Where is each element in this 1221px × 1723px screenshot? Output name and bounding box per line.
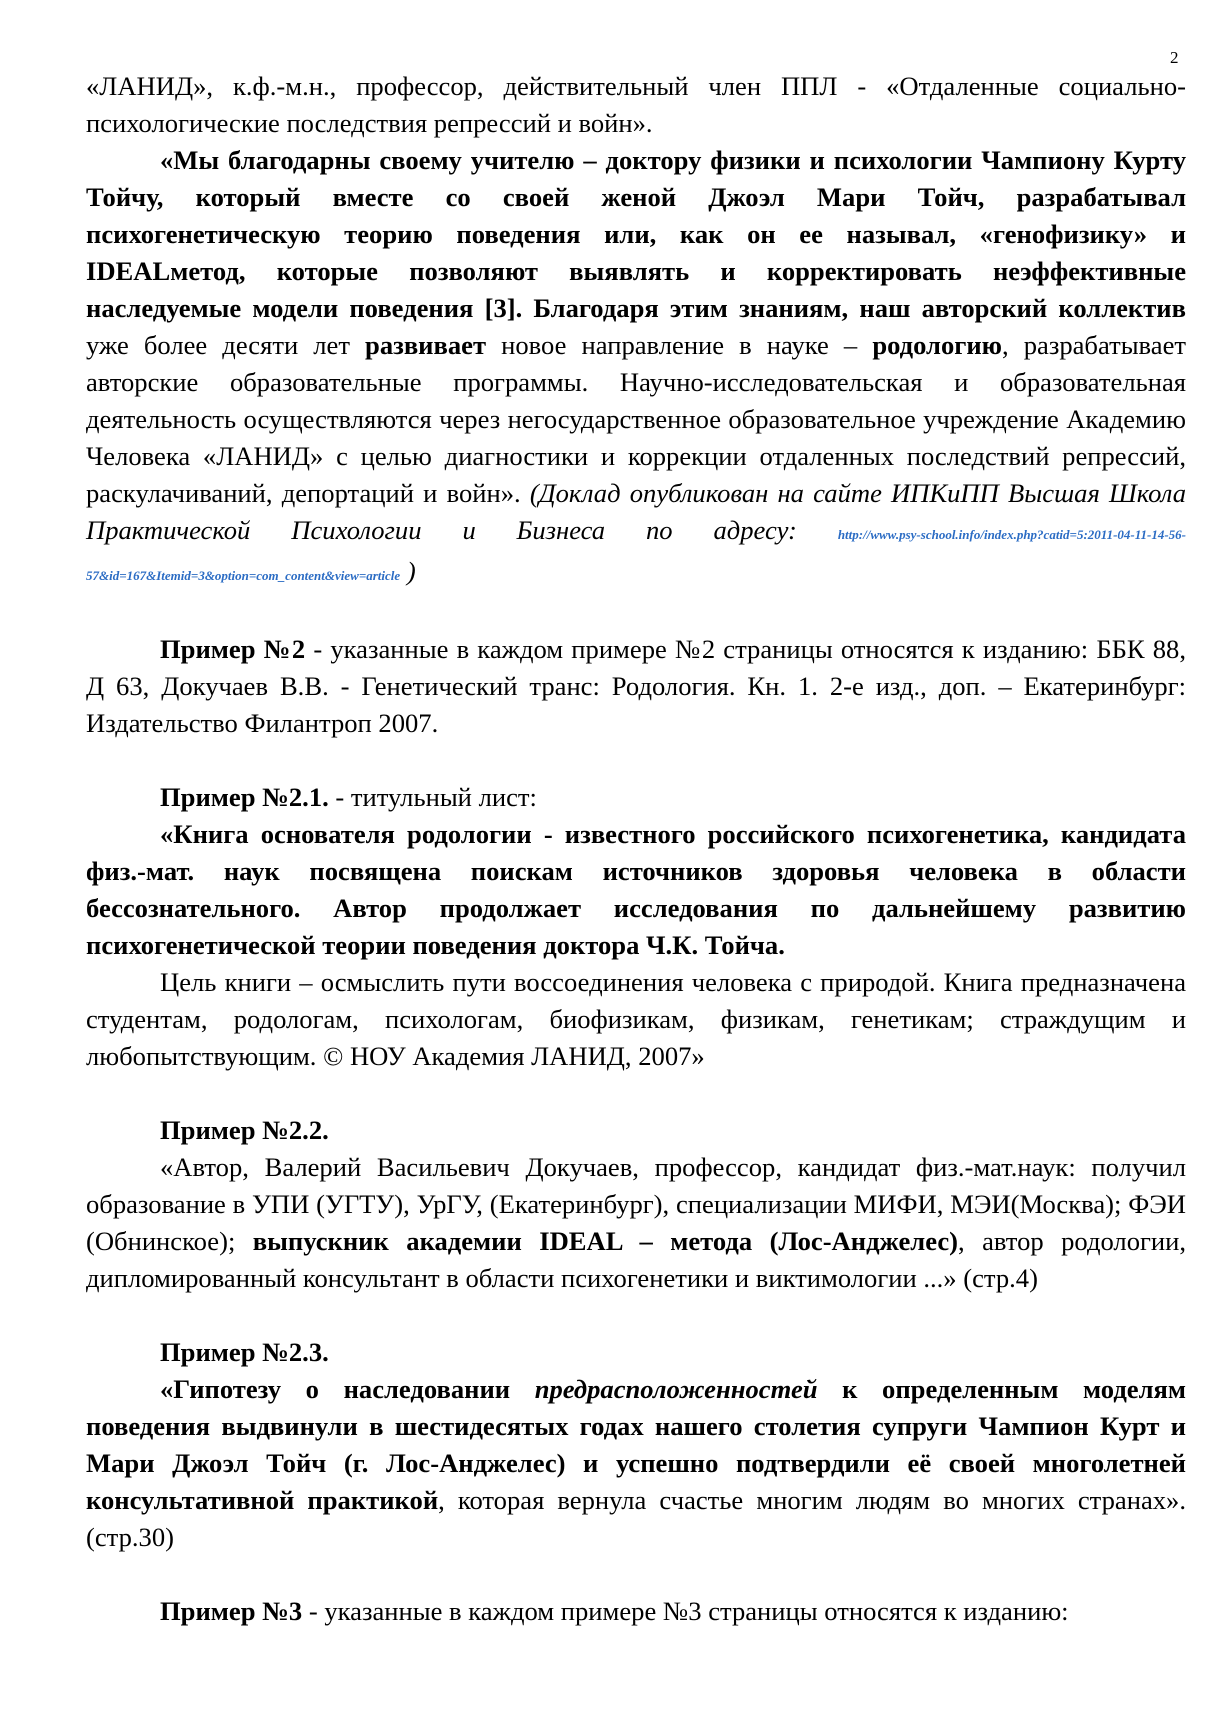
page-number: 2	[1170, 48, 1179, 67]
paragraph-example-3: Пример №3 - указанные в каждом примере №3 страницы относятся к изданию:	[160, 1596, 1069, 1626]
example-2-2-text: «Автор, Валерий Васильевич Докучаев, профессор, кандидат физ.-мат.наук: получил образование в УПИ (УГТУ), УрГУ, (Екатеринбург), специализации МИФИ, МЭИ(Москва); ФЭИ (Обнинское); выпускник академии IDEAL – метода (Лос-Анджелес), автор родологии, дипломированный консультант в области психогенетики и виктимологии ...» (стр.4)	[86, 1152, 1187, 1293]
example-label: Пример №3	[160, 1596, 303, 1626]
paragraph-quote-authors: «Мы благодарны своему учителю – доктору физики и психологии Чампиону Курту Тойчу, который вместе со своей женой Джоэл Мари Тойч, разрабатывал психогенетическую теорию поведения или, как он ее называл, «генофизику» и IDEALметод, которые позволяют выявлять и корректировать неэффективные наследуемые модели поведения [3]. Благодаря этим знаниям, наш авторский коллектив уже более десяти лет развивает новое направление в науке – родологию, разрабатывает авторские образовательные программы. Научно-исследовательская и образовательная деятельность осуществляются через негосударственное образовательное учреждение Академию Человека «ЛАНИД» с целью диагностики и коррекции отдаленных последствий репрессий, раскулачиваний, депортаций и войн». (Доклад опубликован на сайте ИПКиПП Высшая Школа Практической Психологии и Бизнеса по адресу: http://www.psy-school.info/index.php?catid=5:2011-04-11-14-56-57&id=167&Itemid=3&option=com_content&view=article )	[86, 145, 1186, 586]
source-link[interactable]: http://www.psy-school.info/index.php?catid=5:2011-04-11-14-56-57&id=167&Itemid=3&option=com_content&view=article	[86, 527, 1186, 583]
example-2-1-quote: «Книга основателя родологии - известного российского психогенетика, кандидата физ.-мат. наук посвящена поискам источников здоровья человека в области бессознательного. Автор продолжает исследования по дальнейшему развитию психогенетической теории поведения доктора Ч.К. Тойча.	[86, 819, 1186, 960]
example-2-2-heading: Пример №2.2.	[160, 1115, 329, 1145]
paragraph-intro: «ЛАНИД», к.ф.-м.н., профессор, действительный член ППЛ - «Отдаленные социально-психологические последствия репрессий и войн».	[86, 71, 1186, 138]
example-2-3-text: «Гипотезу о наследовании предрасположенностей к определенным моделям поведения выдвинули в шестидесятых годах нашего столетия супруги Чампион Курт и Мари Джоэл Тойч (г. Лос-Анджелес) и успешно подтвердили её своей многолетней консультативной практикой, которая вернула счастье многим людям во многих странах». (стр.30)	[86, 1374, 1186, 1552]
example-label: Пример №2.1.	[160, 782, 329, 812]
example-label: Пример №2	[160, 634, 306, 664]
example-2-3-heading: Пример №2.3.	[160, 1337, 329, 1367]
document-body	[86, 68, 1186, 1630]
example-2-1-text: Цель книги – осмыслить пути воссоединения человека с природой. Книга предназначена студентам, родологам, психологам, биофизикам, физикам, генетикам; страждущим и любопытствующим. © НОУ Академия ЛАНИД, 2007»	[86, 967, 1186, 1071]
source-note: (Доклад опубликован на сайте ИПКиПП Высшая Школа Практической Психологии и Бизнеса по адресу:	[86, 478, 1186, 545]
paragraph-example-2: Пример №2 - указанные в каждом примере №2 страницы относятся к изданию: ББК 88, Д 63, Докучаев В.В. - Генетический транс: Родология. Кн. 1. 2-е изд., доп. – Екатеринбург: Издательство Филантроп 2007.	[86, 634, 1186, 738]
example-2-1-heading: Пример №2.1. - титульный лист:	[160, 782, 537, 812]
